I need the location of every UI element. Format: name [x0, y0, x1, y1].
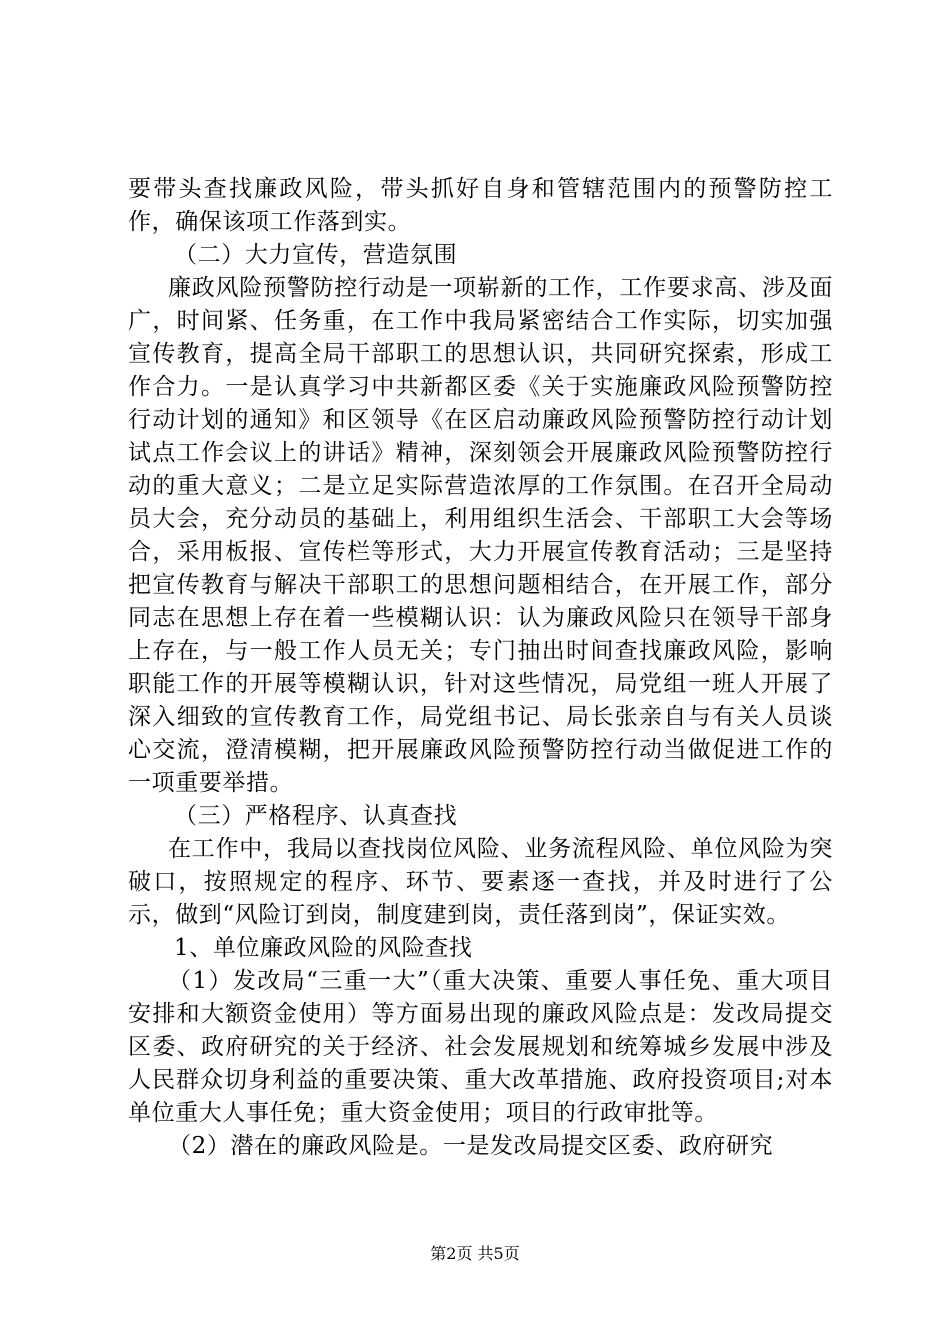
subsection-heading-1: 1、单位廉政风险的风险查找	[174, 935, 473, 961]
page-footer: 第2页 共5页	[430, 1244, 520, 1263]
section-heading-2: （二）大力宣传，营造氛围	[174, 242, 458, 268]
paragraph-item-1: （1）发改局“三重一大”（重大决策、重要人事任免、重大项目安排和大额资金使用）等方面易出现的廉政风险点是：发改局提交区委、政府研究的关于经济、社会发展规划和统筹城乡发展中涉及人民群众切身利益的重要决策、重大改革措施、政府投资项目;对本单位重大人事任免；重大资金使用；项目的行政审批等。	[128, 968, 833, 1126]
paragraph-procedure: 在工作中，我局以查找岗位风险、业务流程风险、单位风险为突破口，按照规定的程序、环节、要素逐一查找，并及时进行了公示，做到“风险订到岗，制度建到岗，责任落到岗”，保证实效。	[128, 836, 833, 928]
paragraph-publicity: 廉政风险预警防控行动是一项崭新的工作，工作要求高、涉及面广，时间紧、任务重，在工作中我局紧密结合工作实际，切实加强宣传教育，提高全局干部职工的思想认识，共同研究探索，形成工作合力。一是认真学习中共新都区委《关于实施廉政风险预警防控行动计划的通知》和区领导《在区启动廉政风险预警防控行动计划试点工作会议上的讲话》精神，深刻领会开展廉政风险预警防控行动的重大意义；二是立足实际营造浓厚的工作氛围。在召开全局动员大会，充分动员的基础上，利用组织生活会、干部职工大会等场合，采用板报、宣传栏等形式，大力开展宣传教育活动；三是坚持把宣传教育与解决干部职工的思想问题相结合，在开展工作，部分同志在思想上存在着一些模糊认识：认为廉政风险只在领导干部身上存在，与一般工作人员无关；专门抽出时间查找廉政风险，影响职能工作的开展等模糊认识，针对这些情况，局党组一班人开展了深入细致的宣传教育工作，局党组书记、局长张亲自与有关人员谈心交流，澄清模糊，把开展廉政风险预警防控行动当做促进工作的一项重要举措。	[128, 275, 833, 796]
section-heading-3: （三）严格程序、认真查找	[174, 803, 458, 829]
document-body	[128, 173, 833, 1163]
paragraph-continuation: 要带头查找廉政风险，带头抓好自身和管辖范围内的预警防控工作，确保该项工作落到实。	[128, 176, 833, 235]
paragraph-item-2: （2）潜在的廉政风险是。一是发改局提交区委、政府研究	[168, 1133, 774, 1159]
